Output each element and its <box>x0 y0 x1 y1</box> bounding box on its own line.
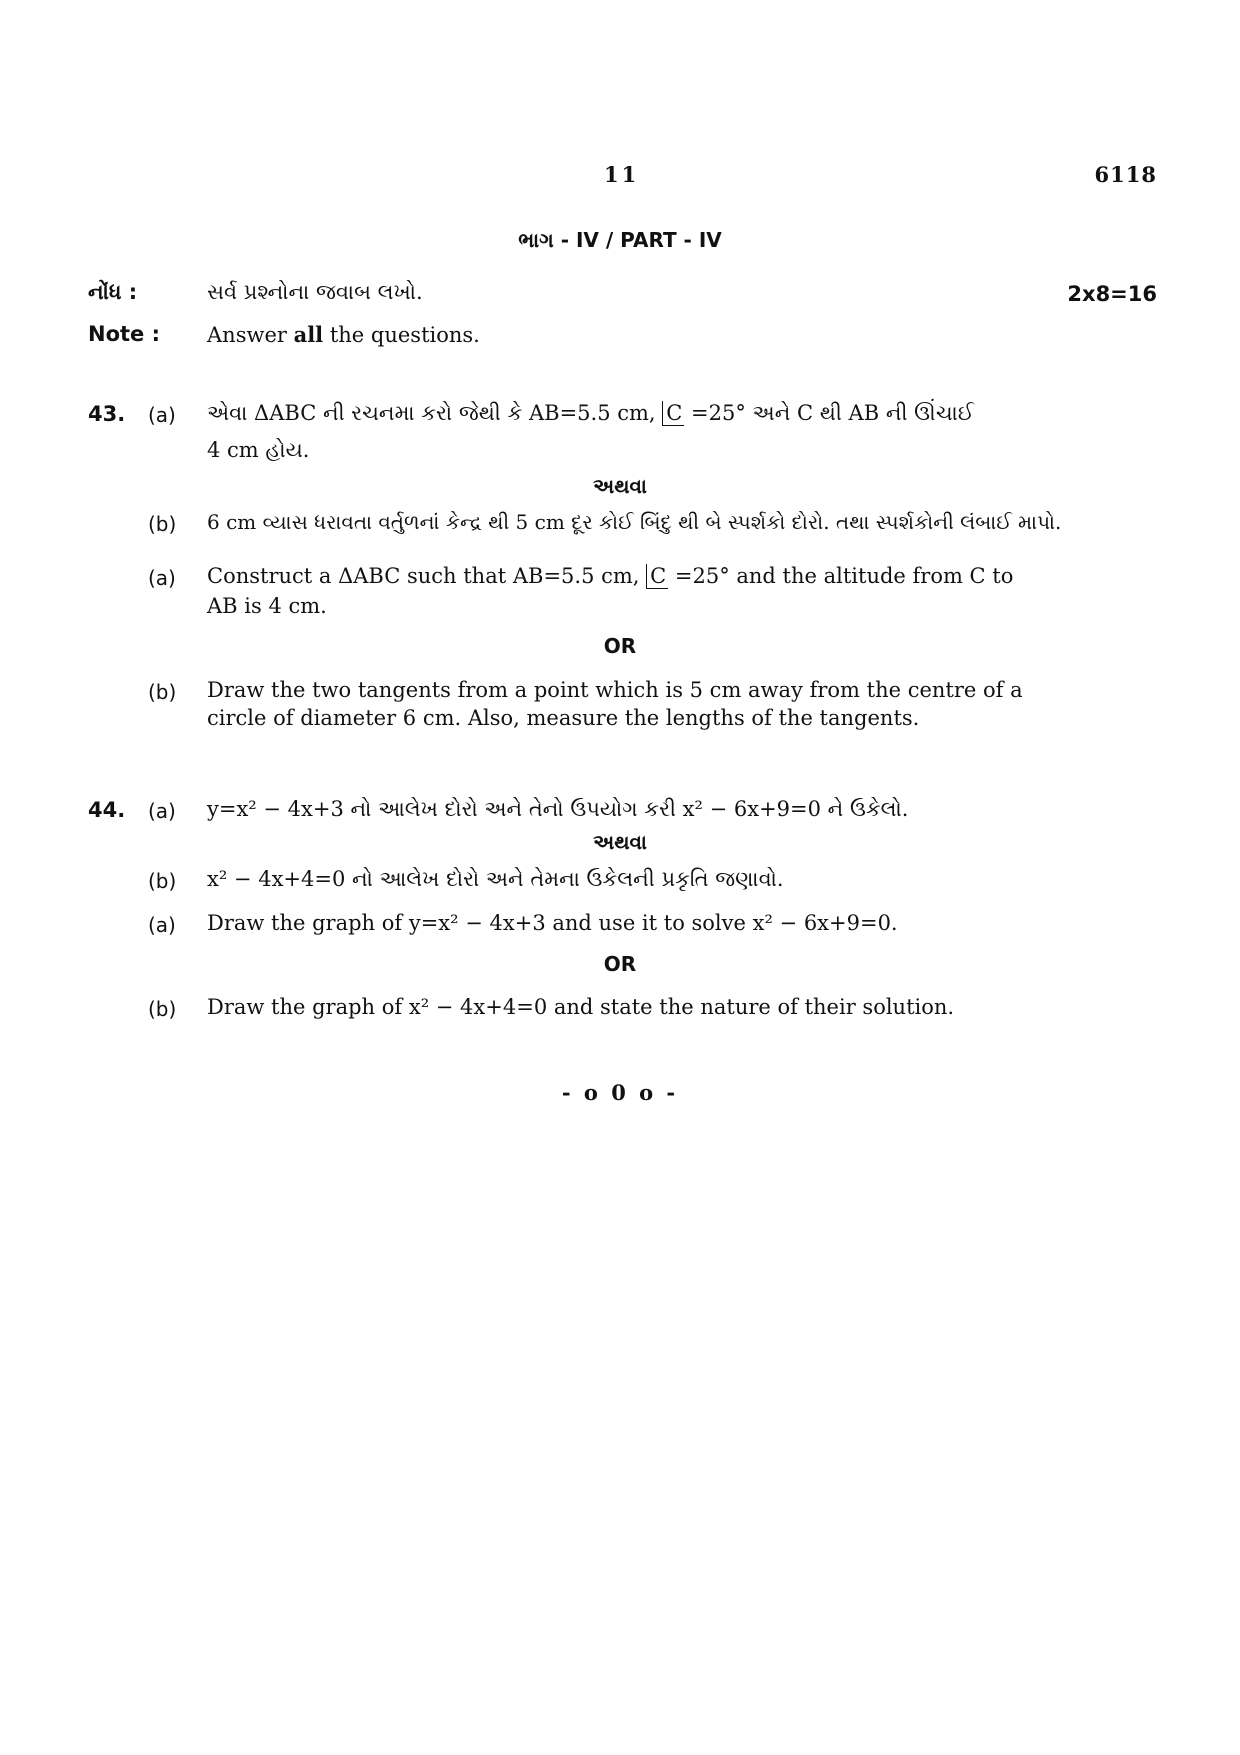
note-text-pre: Answer <box>207 323 294 347</box>
q43-a-en-line1 <box>207 564 1097 588</box>
paper-code: 6118 <box>1094 162 1157 187</box>
part-title: ભાગ - IV / PART - IV <box>518 228 722 252</box>
q44-b-label-en: (b) <box>148 997 177 1021</box>
q43-a-gu-pre: એવા ΔABC ની રચનમા કરો જેથી કે AB=5.5 cm, <box>207 401 663 425</box>
q44-or-gu: અથવા <box>593 830 647 854</box>
question-43-number: 43. <box>88 402 126 426</box>
q43-a-en-post: =25° and the altitude from C to <box>668 564 1014 588</box>
note-text-bold: all <box>293 322 324 347</box>
end-mark: - o 0 o - <box>561 1080 679 1105</box>
q43-b-en-line1: Draw the two tangents from a point which is 5 cm away from the centre of a <box>207 678 1023 702</box>
q43-a-gu-post: =25° અને C થી AB ની ઊંચાઈ <box>684 401 975 425</box>
q43-a-en-line2: AB is 4 cm. <box>207 594 327 618</box>
q43-a-en-pre: Construct a ΔABC such that AB=5.5 cm, <box>207 564 647 588</box>
note-label-en: Note : <box>88 322 160 346</box>
note-text-post: the questions. <box>323 323 480 347</box>
q43-b-en-line2: circle of diameter 6 cm. Also, measure the lengths of the tangents. <box>207 706 920 730</box>
q44-a-gu: y=x² − 4x+3 નો આલેખ દોરો અને તેનો ઉપયોગ કરી x² − 6x+9=0 ને ઉકેલો. <box>207 797 909 821</box>
q43-b-label-en: (b) <box>148 680 177 704</box>
q44-a-label-en: (a) <box>148 913 176 937</box>
q44-b-gu: x² − 4x+4=0 નો આલેખ દોરો અને તેમના ઉકેલની પ્રકૃતિ જણાવો. <box>207 867 784 891</box>
q44-b-label-gu: (b) <box>148 869 177 893</box>
note-label-gu: નોંધ : <box>88 280 138 304</box>
q43-a-label-en: (a) <box>148 566 176 590</box>
q43-a-gu-line2: 4 cm હોય. <box>207 438 310 462</box>
page-number: 11 <box>604 162 640 187</box>
q43-a-label-gu: (a) <box>148 403 176 427</box>
q44-a-label-gu: (a) <box>148 799 176 823</box>
angle-c-symbol: C <box>646 564 668 589</box>
angle-c-symbol: C <box>662 401 684 426</box>
question-44-number: 44. <box>88 798 126 822</box>
q43-or-gu: અથવા <box>593 474 647 498</box>
note-text-gu: સર્વ પ્રશ્નોના જવાબ લખો. <box>207 280 423 304</box>
q44-b-en: Draw the graph of x² − 4x+4=0 and state the nature of their solution. <box>207 995 955 1019</box>
q43-or-en: OR <box>603 634 637 658</box>
q44-or-en: OR <box>603 952 637 976</box>
marks-badge: 2x8=16 <box>1067 282 1157 306</box>
q43-b-gu: 6 cm વ્યાસ ધરાવતા વર્તુળનાં કેન્દ્ર થી 5 cm દૂર કોઈ બિંદુ થી બે સ્પર્શકો દોરો. તથા સ્પર્શકોની લંબાઈ માપો. <box>207 510 1062 534</box>
note-text-en <box>207 322 480 347</box>
q43-b-label-gu: (b) <box>148 512 177 536</box>
q44-a-en: Draw the graph of y=x² − 4x+3 and use it to solve x² − 6x+9=0. <box>207 911 898 935</box>
q43-a-gu-line1 <box>207 401 1097 426</box>
